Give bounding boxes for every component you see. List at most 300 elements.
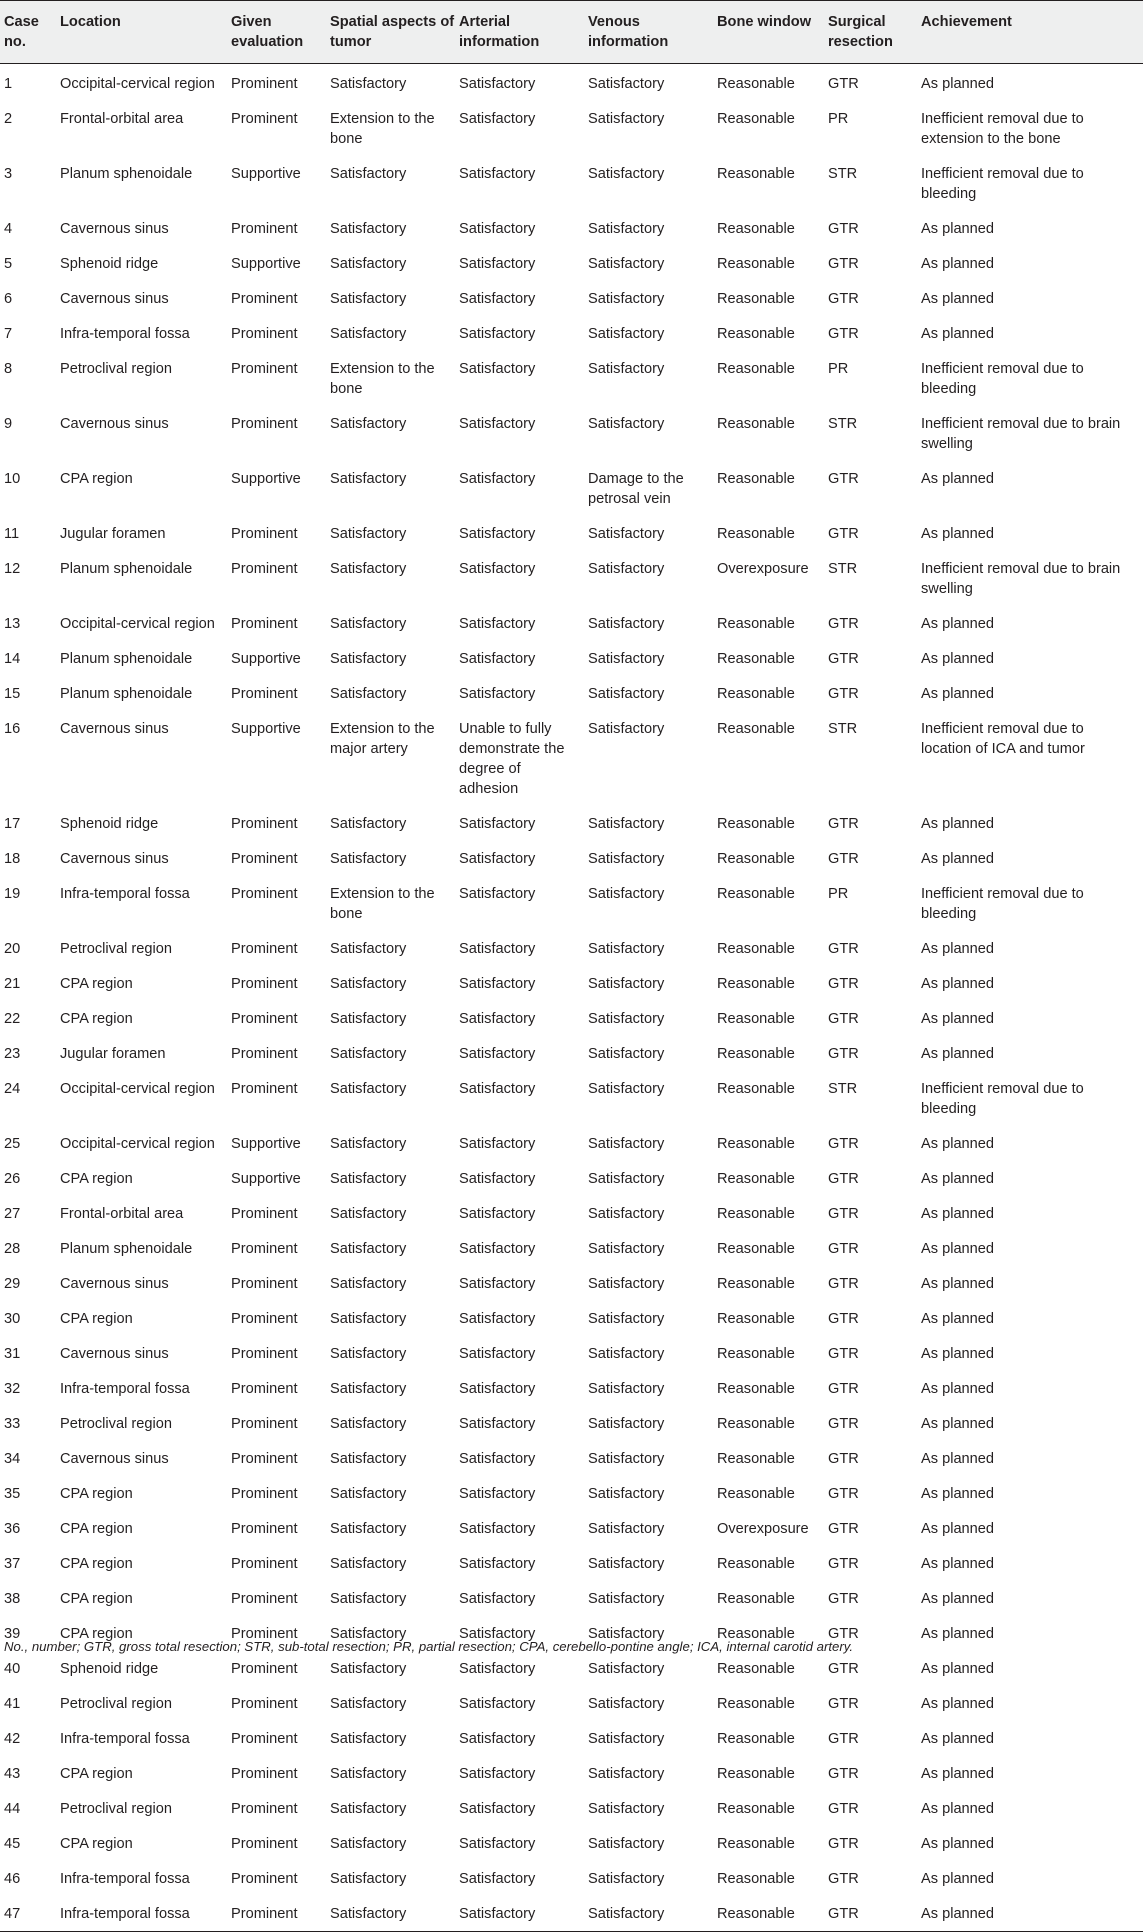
cell-bone-window: Reasonable (717, 1276, 795, 1292)
cell-given-evaluation: Supportive (231, 1171, 301, 1187)
cell-case-no: 3 (4, 166, 13, 182)
cell-venous-information: Satisfactory (588, 1731, 665, 1747)
cell-venous-information: Satisfactory (588, 1661, 665, 1677)
cell-arterial-information: Satisfactory (459, 1276, 536, 1292)
cell-venous-information: Satisfactory (588, 1416, 665, 1432)
cell-case-no: 9 (4, 416, 13, 432)
cell-venous-information: Satisfactory (588, 1346, 665, 1362)
cell-surgical-resection: PR (828, 361, 849, 377)
cell-bone-window: Reasonable (717, 721, 795, 737)
cell-achievement: As planned (921, 1136, 995, 1152)
cell-surgical-resection: PR (828, 886, 849, 902)
cell-arterial-information: Satisfactory (459, 1521, 536, 1537)
cell-case-no: 28 (4, 1241, 21, 1257)
cell-spatial-aspects: Satisfactory (330, 326, 407, 342)
cell-achievement: As planned (921, 1451, 995, 1467)
cell-surgical-resection: GTR (828, 1661, 859, 1677)
cell-location: Cavernous sinus (60, 1451, 169, 1467)
cell-spatial-aspects: Satisfactory (330, 1626, 407, 1642)
cell-given-evaluation: Supportive (231, 651, 301, 667)
table-row (0, 1719, 1143, 1754)
cell-achievement: As planned (921, 471, 995, 487)
table-row (0, 1369, 1143, 1404)
cell-spatial-aspects: Satisfactory (330, 1486, 407, 1502)
table-row (0, 929, 1143, 964)
col-header-arterial-information: Arterial information (459, 1, 588, 64)
cell-given-evaluation: Prominent (231, 1766, 298, 1782)
cell-given-evaluation: Prominent (231, 1346, 298, 1362)
col-header-bone-window: Bone window (717, 1, 828, 64)
cell-surgical-resection: GTR (828, 326, 859, 342)
col-header-case-no: Case no. (0, 1, 60, 64)
cell-arterial-information: Satisfactory (459, 1241, 536, 1257)
cell-achievement: As planned (921, 256, 995, 272)
cell-achievement: As planned (921, 1346, 995, 1362)
cell-spatial-aspects: Satisfactory (330, 1171, 407, 1187)
cell-venous-information: Satisfactory (588, 721, 665, 737)
cell-bone-window: Reasonable (717, 616, 795, 632)
cell-location: Cavernous sinus (60, 1276, 169, 1292)
cell-venous-information: Satisfactory (588, 1894, 717, 1932)
cell-venous-information: Satisfactory (588, 1451, 665, 1467)
cell-location: CPA region (60, 1521, 133, 1537)
cell-achievement: As planned (921, 326, 995, 342)
cell-spatial-aspects: Satisfactory (330, 1871, 407, 1887)
cell-location: Cavernous sinus (60, 721, 169, 737)
cell-spatial-aspects: Satisfactory (330, 166, 407, 182)
cell-case-no: 46 (4, 1871, 21, 1887)
cell-location: Infra-temporal fossa (60, 326, 190, 342)
cell-spatial-aspects: Satisfactory (330, 561, 407, 577)
cell-arterial-information: Satisfactory (459, 686, 536, 702)
cell-surgical-resection: GTR (828, 1346, 859, 1362)
cell-achievement: As planned (921, 221, 995, 237)
table-row (0, 1124, 1143, 1159)
cell-venous-information: Satisfactory (588, 1871, 665, 1887)
cell-venous-information: Damage to the petrosal vein (588, 471, 684, 507)
cell-bone-window: Reasonable (717, 326, 795, 342)
cell-arterial-information: Satisfactory (459, 1346, 536, 1362)
cell-achievement: Inefficient removal due to bleeding (921, 886, 1084, 922)
cell-venous-information: Satisfactory (588, 1136, 665, 1152)
cell-spatial-aspects: Satisfactory (330, 76, 407, 92)
cell-location: Occipital-cervical region (60, 76, 215, 92)
cell-given-evaluation: Supportive (231, 721, 301, 737)
cell-case-no: 42 (4, 1731, 21, 1747)
cell-spatial-aspects: Satisfactory (330, 221, 407, 237)
cell-location: Occipital-cervical region (60, 1136, 215, 1152)
cell-arterial-information: Satisfactory (459, 1451, 536, 1467)
cell-arterial-information: Satisfactory (459, 76, 536, 92)
cell-given-evaluation: Prominent (231, 1241, 298, 1257)
table-row (0, 1509, 1143, 1544)
cell-spatial-aspects: Satisfactory (330, 1241, 407, 1257)
table-row (0, 1159, 1143, 1194)
cell-arterial-information: Satisfactory (459, 471, 536, 487)
cell-arterial-information: Satisfactory (459, 616, 536, 632)
cell-spatial-aspects: Satisfactory (330, 1081, 407, 1097)
cell-bone-window: Reasonable (717, 1046, 795, 1062)
cell-arterial-information: Satisfactory (459, 1206, 536, 1222)
cell-arterial-information: Satisfactory (459, 1136, 536, 1152)
cell-case-no: 39 (4, 1626, 21, 1642)
cell-case-no: 20 (4, 941, 21, 957)
cell-arterial-information: Satisfactory (459, 221, 536, 237)
cell-arterial-information: Satisfactory (459, 526, 536, 542)
cell-arterial-information: Satisfactory (459, 1801, 536, 1817)
cell-case-no: 31 (4, 1346, 21, 1362)
cell-spatial-aspects: Satisfactory (330, 1661, 407, 1677)
cell-case-no: 17 (4, 816, 21, 832)
cell-case-no: 21 (4, 976, 21, 992)
cell-surgical-resection: GTR (828, 291, 859, 307)
col-header-venous-information: Venous information (588, 1, 717, 64)
cell-case-no: 4 (4, 221, 13, 237)
cell-surgical-resection: GTR (828, 1626, 859, 1642)
cell-given-evaluation: Prominent (231, 976, 298, 992)
cell-bone-window: Reasonable (717, 1766, 795, 1782)
cell-arterial-information: Satisfactory (459, 1311, 536, 1327)
cell-surgical-resection: GTR (828, 526, 859, 542)
cell-achievement: Inefficient removal due to bleeding (921, 166, 1084, 202)
cell-surgical-resection: GTR (828, 1696, 859, 1712)
cell-arterial-information: Satisfactory (459, 1046, 536, 1062)
table-footnote: No., number; GTR, gross total resection; STR, sub-total resection; PR, partial resection; CPA, cerebello-pontine angle; ICA, internal carotid artery. (4, 1639, 854, 1654)
cell-surgical-resection: GTR (828, 1556, 859, 1572)
cell-surgical-resection: GTR (828, 1136, 859, 1152)
cell-bone-window: Reasonable (717, 1311, 795, 1327)
header-row (0, 1, 1143, 64)
cell-given-evaluation: Prominent (231, 416, 298, 432)
table-row (0, 1229, 1143, 1264)
cell-surgical-resection: STR (828, 166, 858, 182)
table-row (0, 964, 1143, 999)
cell-given-evaluation: Prominent (231, 1894, 330, 1932)
cell-case-no: 7 (4, 326, 13, 342)
cell-surgical-resection: GTR (828, 941, 859, 957)
cell-case-no: 6 (4, 291, 13, 307)
cell-arterial-information: Satisfactory (459, 416, 536, 432)
cell-case-no: 13 (4, 616, 21, 632)
cell-surgical-resection: GTR (828, 976, 859, 992)
cell-achievement: As planned (921, 1591, 995, 1607)
cell-surgical-resection: GTR (828, 1731, 859, 1747)
cell-venous-information: Satisfactory (588, 1276, 665, 1292)
cell-case-no: 43 (4, 1766, 21, 1782)
cell-venous-information: Satisfactory (588, 651, 665, 667)
col-header-achievement: Achievement (921, 1, 1143, 64)
cell-bone-window: Reasonable (717, 941, 795, 957)
table-row (0, 349, 1143, 404)
cell-case-no: 1 (4, 76, 13, 92)
cell-venous-information: Satisfactory (588, 1556, 665, 1572)
cell-achievement: As planned (921, 1556, 995, 1572)
cell-venous-information: Satisfactory (588, 361, 665, 377)
cell-location: CPA region (60, 1626, 133, 1642)
table-row (0, 64, 1143, 100)
cell-bone-window: Reasonable (717, 1416, 795, 1432)
cell-surgical-resection: GTR (828, 1311, 859, 1327)
table-row (0, 639, 1143, 674)
cell-given-evaluation: Supportive (231, 471, 301, 487)
cell-location: Jugular foramen (60, 1046, 166, 1062)
cell-spatial-aspects: Satisfactory (330, 1521, 407, 1537)
table-row (0, 314, 1143, 349)
cell-given-evaluation: Prominent (231, 686, 298, 702)
table-row (0, 99, 1143, 154)
cell-case-no: 5 (4, 256, 13, 272)
cell-venous-information: Satisfactory (588, 976, 665, 992)
cell-given-evaluation: Prominent (231, 1046, 298, 1062)
cell-achievement: As planned (921, 1486, 995, 1502)
cell-surgical-resection: GTR (828, 1451, 859, 1467)
cell-case-no: 22 (4, 1011, 21, 1027)
cell-surgical-resection: GTR (828, 1241, 859, 1257)
cell-venous-information: Satisfactory (588, 76, 665, 92)
cell-given-evaluation: Prominent (231, 76, 298, 92)
cell-achievement: As planned (921, 976, 995, 992)
cell-spatial-aspects: Satisfactory (330, 1416, 407, 1432)
cell-arterial-information: Satisfactory (459, 976, 536, 992)
cell-location: Infra-temporal fossa (60, 1381, 190, 1397)
cell-location: Planum sphenoidale (60, 166, 193, 182)
cell-achievement: As planned (921, 851, 995, 867)
cell-location: Cavernous sinus (60, 1346, 169, 1362)
cell-achievement: As planned (921, 1696, 995, 1712)
cell-case-no: 33 (4, 1416, 21, 1432)
table-row (0, 1859, 1143, 1894)
cell-bone-window: Reasonable (717, 1696, 795, 1712)
cell-location: Cavernous sinus (60, 416, 169, 432)
cell-spatial-aspects: Extension to the bone (330, 111, 435, 147)
cell-spatial-aspects: Extension to the bone (330, 361, 435, 397)
cell-given-evaluation: Prominent (231, 1626, 298, 1642)
cell-case-no: 35 (4, 1486, 21, 1502)
cell-arterial-information: Satisfactory (459, 1171, 536, 1187)
cell-spatial-aspects: Satisfactory (330, 1766, 407, 1782)
cell-venous-information: Satisfactory (588, 1696, 665, 1712)
cell-given-evaluation: Prominent (231, 526, 298, 542)
table-row (0, 1824, 1143, 1859)
cell-spatial-aspects: Satisfactory (330, 1591, 407, 1607)
table-row (0, 1789, 1143, 1824)
cell-bone-window: Reasonable (717, 1381, 795, 1397)
table-row (0, 404, 1143, 459)
cell-venous-information: Satisfactory (588, 1206, 665, 1222)
cell-given-evaluation: Prominent (231, 616, 298, 632)
cell-venous-information: Satisfactory (588, 1046, 665, 1062)
table-row (0, 1894, 1143, 1932)
cell-given-evaluation: Prominent (231, 221, 298, 237)
cell-achievement: As planned (921, 1276, 995, 1292)
cell-bone-window: Overexposure (717, 561, 809, 577)
cell-achievement: Inefficient removal due to bleeding (921, 361, 1084, 397)
cell-arterial-information: Satisfactory (459, 1661, 536, 1677)
cell-spatial-aspects: Satisfactory (330, 1731, 407, 1747)
cell-achievement: As planned (921, 526, 995, 542)
cell-bone-window: Reasonable (717, 1346, 795, 1362)
cell-spatial-aspects: Satisfactory (330, 1451, 407, 1467)
cell-spatial-aspects: Satisfactory (330, 976, 407, 992)
cell-location: Jugular foramen (60, 526, 166, 542)
cell-spatial-aspects: Satisfactory (330, 941, 407, 957)
cell-achievement: Inefficient removal due to bleeding (921, 1081, 1084, 1117)
cell-spatial-aspects: Satisfactory (330, 1836, 407, 1852)
cell-spatial-aspects: Satisfactory (330, 526, 407, 542)
cell-bone-window: Reasonable (717, 886, 795, 902)
cell-surgical-resection: GTR (828, 471, 859, 487)
cell-case-no: 47 (0, 1894, 60, 1932)
cell-location: Frontal-orbital area (60, 111, 184, 127)
cell-venous-information: Satisfactory (588, 1011, 665, 1027)
table-row (0, 1544, 1143, 1579)
cell-given-evaluation: Prominent (231, 1696, 298, 1712)
cell-arterial-information: Satisfactory (459, 1381, 536, 1397)
cell-location: CPA region (60, 471, 133, 487)
table-row (0, 804, 1143, 839)
cell-arterial-information: Satisfactory (459, 1894, 588, 1932)
cell-case-no: 10 (4, 471, 21, 487)
cell-spatial-aspects: Satisfactory (330, 1381, 407, 1397)
cell-arterial-information: Unable to fully demonstrate the degree of adhesion (459, 721, 565, 797)
table-row (0, 514, 1143, 549)
cell-surgical-resection: GTR (828, 256, 859, 272)
cell-bone-window: Reasonable (717, 1171, 795, 1187)
cell-surgical-resection: GTR (828, 616, 859, 632)
cell-spatial-aspects: Satisfactory (330, 1894, 459, 1932)
cell-location: Occipital-cervical region (60, 1081, 215, 1097)
cell-given-evaluation: Prominent (231, 1486, 298, 1502)
cell-location: Infra-temporal fossa (60, 1894, 231, 1932)
cell-achievement: As planned (921, 291, 995, 307)
table-header (0, 1, 1143, 64)
cell-bone-window: Reasonable (717, 1136, 795, 1152)
cell-case-no: 23 (4, 1046, 21, 1062)
cell-arterial-information: Satisfactory (459, 1731, 536, 1747)
cell-arterial-information: Satisfactory (459, 1871, 536, 1887)
cell-case-no: 2 (4, 111, 13, 127)
cell-arterial-information: Satisfactory (459, 256, 536, 272)
table-row (0, 1579, 1143, 1614)
cell-venous-information: Satisfactory (588, 256, 665, 272)
cell-given-evaluation: Prominent (231, 1311, 298, 1327)
cell-surgical-resection: PR (828, 111, 849, 127)
table-row (0, 604, 1143, 639)
table-row (0, 874, 1143, 929)
cell-surgical-resection: GTR (828, 1046, 859, 1062)
cell-venous-information: Satisfactory (588, 291, 665, 307)
cell-bone-window: Reasonable (717, 471, 795, 487)
cell-location: CPA region (60, 1836, 133, 1852)
cell-case-no: 27 (4, 1206, 21, 1222)
cell-given-evaluation: Prominent (231, 326, 298, 342)
cell-given-evaluation: Prominent (231, 1206, 298, 1222)
cell-bone-window: Reasonable (717, 1206, 795, 1222)
cell-spatial-aspects: Satisfactory (330, 1011, 407, 1027)
cell-given-evaluation: Supportive (231, 256, 301, 272)
col-header-spatial-aspects: Spatial aspects of tumor (330, 1, 459, 64)
cell-venous-information: Satisfactory (588, 1081, 665, 1097)
cell-given-evaluation: Prominent (231, 1521, 298, 1537)
cell-venous-information: Satisfactory (588, 1381, 665, 1397)
cell-given-evaluation: Prominent (231, 1661, 298, 1677)
cell-arterial-information: Satisfactory (459, 326, 536, 342)
cell-bone-window: Reasonable (717, 1626, 795, 1642)
cell-case-no: 18 (4, 851, 21, 867)
cell-bone-window: Reasonable (717, 1661, 795, 1677)
table-row (0, 839, 1143, 874)
cell-bone-window: Reasonable (717, 1836, 795, 1852)
cell-surgical-resection: GTR (828, 851, 859, 867)
cell-location: Infra-temporal fossa (60, 1731, 190, 1747)
cell-arterial-information: Satisfactory (459, 1081, 536, 1097)
cell-location: Sphenoid ridge (60, 1661, 159, 1677)
cell-venous-information: Satisfactory (588, 1836, 665, 1852)
cell-bone-window: Reasonable (717, 1241, 795, 1257)
cell-surgical-resection: GTR (828, 1871, 859, 1887)
cell-surgical-resection: STR (828, 561, 858, 577)
cell-spatial-aspects: Extension to the major artery (330, 721, 435, 757)
cell-bone-window: Reasonable (717, 361, 795, 377)
cell-given-evaluation: Prominent (231, 1591, 298, 1607)
cell-venous-information: Satisfactory (588, 416, 665, 432)
cell-case-no: 16 (4, 721, 21, 737)
cell-arterial-information: Satisfactory (459, 1591, 536, 1607)
cell-venous-information: Satisfactory (588, 1801, 665, 1817)
table-row (0, 459, 1143, 514)
cell-given-evaluation: Prominent (231, 111, 298, 127)
cell-location: Planum sphenoidale (60, 651, 193, 667)
cell-achievement: Inefficient removal due to brain swelling (921, 561, 1121, 597)
cell-arterial-information: Satisfactory (459, 1486, 536, 1502)
cell-bone-window: Reasonable (717, 526, 795, 542)
cell-arterial-information: Satisfactory (459, 816, 536, 832)
cell-surgical-resection: STR (828, 416, 858, 432)
cell-case-no: 19 (4, 886, 21, 902)
cell-case-no: 34 (4, 1451, 21, 1467)
cell-given-evaluation: Prominent (231, 1416, 298, 1432)
cell-achievement: As planned (921, 1011, 995, 1027)
table-row (0, 709, 1143, 804)
table-row (0, 1299, 1143, 1334)
cell-achievement: As planned (921, 651, 995, 667)
cell-spatial-aspects: Satisfactory (330, 1311, 407, 1327)
table-row (0, 154, 1143, 209)
cell-bone-window: Reasonable (717, 1011, 795, 1027)
cell-arterial-information: Satisfactory (459, 1011, 536, 1027)
cell-surgical-resection: GTR (828, 1836, 859, 1852)
cell-achievement: As planned (921, 1836, 995, 1852)
cell-venous-information: Satisfactory (588, 616, 665, 632)
cell-spatial-aspects: Satisfactory (330, 651, 407, 667)
col-header-given-evaluation: Given evaluation (231, 1, 330, 64)
cell-bone-window: Reasonable (717, 111, 795, 127)
cell-case-no: 40 (4, 1661, 21, 1677)
cell-location: Planum sphenoidale (60, 561, 193, 577)
cell-surgical-resection: GTR (828, 1801, 859, 1817)
cell-arterial-information: Satisfactory (459, 111, 536, 127)
cell-achievement: As planned (921, 1241, 995, 1257)
cell-given-evaluation: Prominent (231, 816, 298, 832)
table-row (0, 1754, 1143, 1789)
cell-location: CPA region (60, 976, 133, 992)
cell-spatial-aspects: Satisfactory (330, 686, 407, 702)
cell-venous-information: Satisfactory (588, 561, 665, 577)
cell-venous-information: Satisfactory (588, 1626, 665, 1642)
cell-arterial-information: Satisfactory (459, 651, 536, 667)
table-row (0, 674, 1143, 709)
cell-spatial-aspects: Satisfactory (330, 1276, 407, 1292)
